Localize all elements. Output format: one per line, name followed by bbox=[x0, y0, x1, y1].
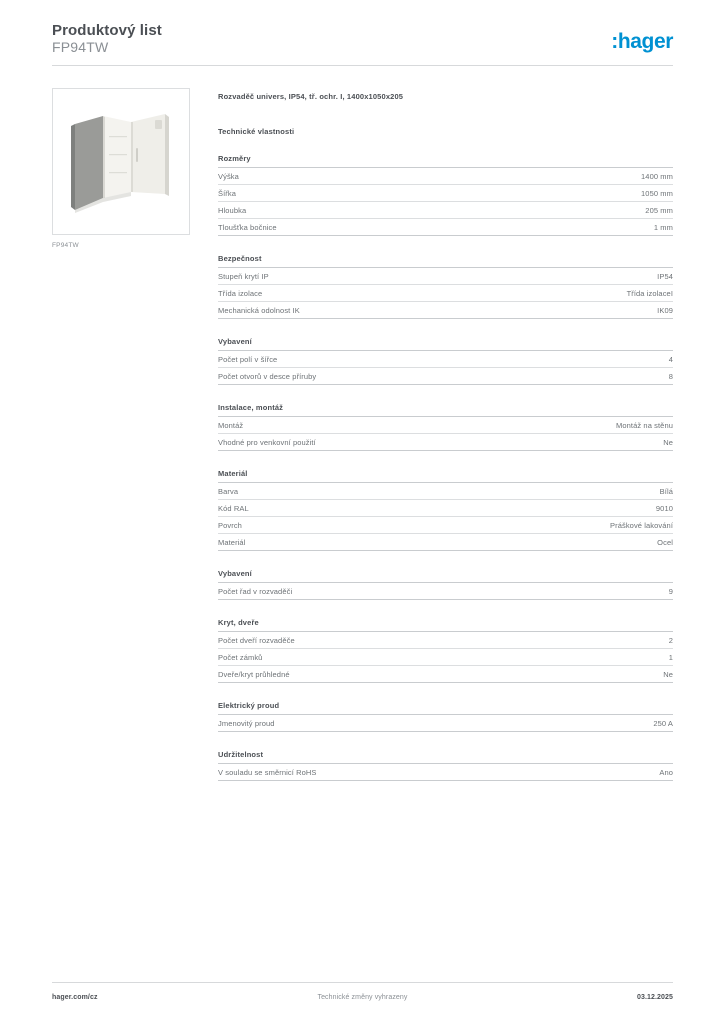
product-reference: FP94TW bbox=[52, 39, 109, 55]
spec-value: 1 bbox=[668, 652, 673, 662]
spec-label: Počet dveří rozvaděče bbox=[218, 635, 295, 645]
spec-label: Počet otvorů v desce příruby bbox=[218, 371, 317, 381]
spec-label: Hloubka bbox=[218, 205, 247, 215]
spec-value: 1050 mm bbox=[641, 188, 673, 198]
spec-group bbox=[218, 469, 673, 551]
spec-value: 1 mm bbox=[653, 222, 673, 232]
spec-label: Barva bbox=[218, 486, 239, 496]
spec-group-title: Udržitelnost bbox=[218, 750, 673, 764]
spec-value: IK09 bbox=[657, 305, 673, 315]
spec-label: Mechanická odolnost IK bbox=[218, 305, 300, 315]
spec-group bbox=[218, 154, 673, 236]
spec-row bbox=[218, 534, 673, 551]
spec-value: Ne bbox=[663, 437, 673, 447]
spec-value: Bílá bbox=[659, 486, 673, 496]
spec-label: Dveře/kryt průhledné bbox=[218, 669, 290, 679]
spec-row bbox=[218, 268, 673, 285]
spec-value: 1400 mm bbox=[641, 171, 673, 181]
spec-value: Třída izolaceI bbox=[626, 288, 673, 298]
footer-divider bbox=[52, 982, 673, 983]
spec-value: Ocel bbox=[657, 537, 673, 547]
page-header bbox=[52, 22, 673, 66]
spec-row bbox=[218, 764, 673, 781]
spec-value: 9010 bbox=[655, 503, 673, 513]
spec-label: V souladu se směrnicí RoHS bbox=[218, 767, 317, 777]
spec-row bbox=[218, 715, 673, 732]
spec-row bbox=[218, 632, 673, 649]
spec-group bbox=[218, 618, 673, 683]
specification-column bbox=[218, 92, 673, 781]
spec-label: Vhodné pro venkovní použití bbox=[218, 437, 316, 447]
spec-row bbox=[218, 434, 673, 451]
spec-row bbox=[218, 666, 673, 683]
spec-label: Stupeň krytí IP bbox=[218, 271, 269, 281]
spec-label: Povrch bbox=[218, 520, 242, 530]
product-figure bbox=[52, 88, 190, 249]
spec-group-title: Kryt, dveře bbox=[218, 618, 673, 632]
technical-properties-heading: Technické vlastnosti bbox=[218, 127, 295, 136]
spec-row bbox=[218, 285, 673, 302]
spec-value: Ne bbox=[663, 669, 673, 679]
spec-group bbox=[218, 701, 673, 732]
spec-value: 205 mm bbox=[645, 205, 673, 215]
spec-label: Montáž bbox=[218, 420, 244, 430]
spec-group bbox=[218, 403, 673, 451]
spec-row bbox=[218, 185, 673, 202]
spec-value: Ano bbox=[659, 767, 673, 777]
spec-label: Tloušťka bočnice bbox=[218, 222, 277, 232]
spec-label: Výška bbox=[218, 171, 239, 181]
spec-row bbox=[218, 368, 673, 385]
spec-value: 2 bbox=[668, 635, 673, 645]
product-description: Rozvaděč univers, IP54, tř. ochr. I, 1400x1050x205 bbox=[218, 92, 404, 101]
page-footer bbox=[52, 994, 673, 1006]
spec-label: Počet zámků bbox=[218, 652, 263, 662]
spec-label: Materiál bbox=[218, 537, 246, 547]
spec-row bbox=[218, 219, 673, 236]
enclosure-cabinet-image bbox=[69, 106, 173, 218]
spec-label: Jmenovitý proud bbox=[218, 718, 275, 728]
spec-row bbox=[218, 202, 673, 219]
spec-row bbox=[218, 302, 673, 319]
spec-group bbox=[218, 750, 673, 781]
spec-row bbox=[218, 417, 673, 434]
spec-row bbox=[218, 517, 673, 534]
spec-row bbox=[218, 483, 673, 500]
spec-group-title: Elektrický proud bbox=[218, 701, 673, 715]
spec-value: 4 bbox=[668, 354, 673, 364]
spec-row bbox=[218, 168, 673, 185]
spec-row bbox=[218, 583, 673, 600]
spec-group-title: Vybavení bbox=[218, 337, 673, 351]
spec-group bbox=[218, 254, 673, 319]
spec-group-title: Rozměry bbox=[218, 154, 673, 168]
spec-row bbox=[218, 351, 673, 368]
spec-value: 250 A bbox=[653, 718, 673, 728]
spec-label: Kód RAL bbox=[218, 503, 249, 513]
spec-value: IP54 bbox=[657, 271, 673, 281]
logo-wordmark: hager bbox=[617, 30, 673, 53]
spec-group bbox=[218, 569, 673, 600]
page-title: Produktový list bbox=[52, 22, 162, 39]
logo-colon-mark: : bbox=[611, 30, 618, 53]
spec-value: Práškové lakování bbox=[610, 520, 673, 530]
spec-label: Počet polí v šířce bbox=[218, 354, 278, 364]
hager-logo bbox=[611, 31, 673, 52]
spec-group-title: Vybavení bbox=[218, 569, 673, 583]
spec-group-title: Materiál bbox=[218, 469, 673, 483]
spec-label: Počet řad v rozvaděči bbox=[218, 586, 293, 596]
spec-groups-container bbox=[218, 154, 673, 781]
spec-row bbox=[218, 500, 673, 517]
footer-date: 03.12.2025 bbox=[636, 994, 673, 1001]
spec-value: Montáž na stěnu bbox=[616, 420, 673, 430]
spec-value: 8 bbox=[668, 371, 673, 381]
spec-group-title: Instalace, montáž bbox=[218, 403, 673, 417]
spec-group-title: Bezpečnost bbox=[218, 254, 673, 268]
footer-disclaimer: Technické změny vyhrazeny bbox=[317, 994, 408, 1001]
spec-label: Třída izolace bbox=[218, 288, 263, 298]
footer-website-link[interactable]: hager.com/cz bbox=[52, 994, 98, 1001]
spec-value: 9 bbox=[668, 586, 673, 596]
spec-group bbox=[218, 337, 673, 385]
product-image-box bbox=[52, 88, 190, 235]
header-divider bbox=[52, 65, 673, 66]
product-image-caption: FP94TW bbox=[52, 242, 79, 249]
spec-label: Šířka bbox=[218, 188, 237, 198]
spec-row bbox=[218, 649, 673, 666]
